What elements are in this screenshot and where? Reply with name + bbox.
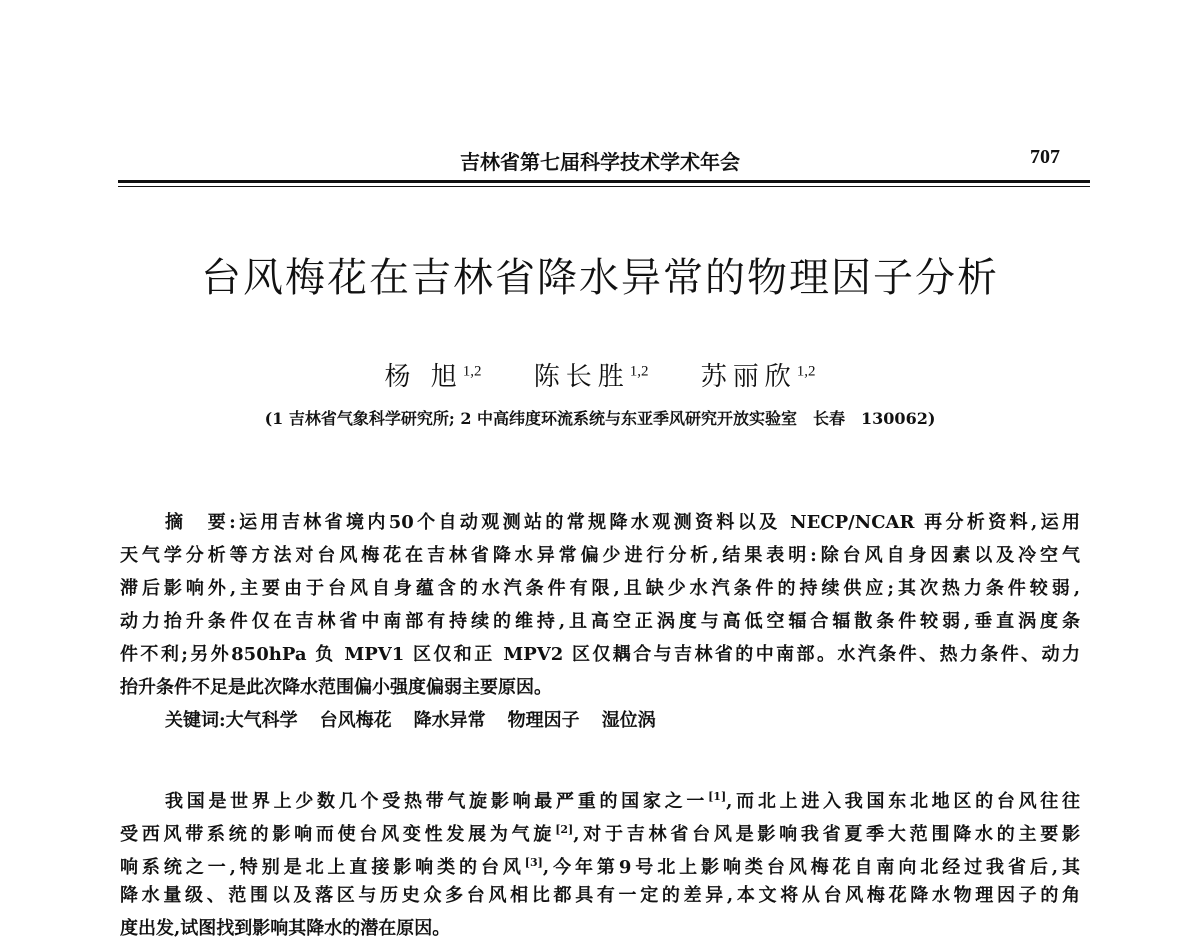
author	[384, 362, 481, 392]
author	[701, 362, 816, 392]
abstract-label: 摘 要:	[165, 512, 236, 533]
body-text: ,今年第9号北上影响类台风梅花自南向北经过我省后,其	[542, 857, 1080, 878]
body-text: ,而北上进入我国东北地区的台风往往	[726, 791, 1081, 812]
body-line	[120, 850, 1080, 876]
header-rule-thick	[118, 180, 1090, 183]
citation: [1]	[708, 790, 727, 803]
abstract-line: 件不利;另外850hPa 负 MPV1 区仅和正 MPV2 区仅耦合与吉林省的中南部。水汽条件、热力条件、动力	[120, 644, 1080, 665]
body-text: 响系统之一,特别是北上直接影响类的台风	[120, 857, 525, 878]
abstract-line: 抬升条件不足是此次降水范围偏小强度偏弱主要原因。	[120, 677, 552, 698]
keyword: 湿位涡	[601, 710, 656, 731]
running-head: 吉林省第七届科学技术学术年会	[460, 150, 740, 174]
body-line: 度出发,试图找到影响其降水的潜在原因。	[120, 918, 451, 939]
author-affil-sup: 1,2	[462, 363, 482, 380]
author-affil-sup: 1,2	[796, 363, 816, 380]
body-line: 降水量级、范围以及落区与历史众多台风相比都具有一定的差异,本文将从台风梅花降水物理因子的角	[120, 885, 1080, 906]
author-list	[0, 356, 1200, 393]
author-affil-sup: 1,2	[629, 363, 649, 380]
author	[534, 362, 649, 392]
abstract-text: 运用吉林省境内50个自动观测站的常规降水观测资料以及 NECP/NCAR 再分析资料,运用	[235, 512, 1080, 533]
citation: [2]	[555, 823, 574, 836]
citation: [3]	[524, 856, 543, 869]
affiliation: (1 吉林省气象科学研究所; 2 中高纬度环流系统与东亚季风研究开放实验室 长春 130062)	[264, 409, 936, 428]
body-text: ,对于吉林省台风是影响我省夏季大范围降水的主要影	[573, 824, 1080, 845]
keyword: 降水异常	[413, 710, 486, 731]
body-text: 我国是世界上少数几个受热带气旋影响最严重的国家之一	[165, 791, 709, 812]
keyword: 物理因子	[507, 710, 580, 731]
author-name: 苏丽欣	[700, 362, 797, 392]
header-rule-thin	[118, 186, 1090, 187]
abstract-line	[165, 510, 1080, 536]
author-name: 陈长胜	[533, 362, 630, 392]
body-line	[120, 817, 1080, 843]
page-number: 707	[1030, 146, 1060, 168]
abstract-line: 动力抬升条件仅在吉林省中南部有持续的维持,且高空正涡度与高低空辐合辐散条件较弱,垂直涡度条	[120, 611, 1080, 632]
body-text: 受西风带系统的影响而使台风变性发展为气旋	[120, 824, 556, 845]
author-name: 杨 旭	[384, 362, 463, 392]
body-line	[165, 784, 1080, 810]
abstract-line: 天气学分析等方法对台风梅花在吉林省降水异常偏少进行分析,结果表明:除台风自身因素以及冷空气	[120, 545, 1080, 566]
abstract-line: 滞后影响外,主要由于台风自身蕴含的水汽条件有限,且缺少水汽条件的持续供应;其次热力条件较弱,	[120, 578, 1080, 599]
keyword: 大气科学	[225, 710, 298, 731]
keywords	[165, 708, 865, 734]
paper-title: 台风梅花在吉林省降水异常的物理因子分析	[201, 255, 999, 301]
keyword: 台风梅花	[319, 710, 392, 731]
keywords-label: 关键词:	[165, 710, 226, 731]
